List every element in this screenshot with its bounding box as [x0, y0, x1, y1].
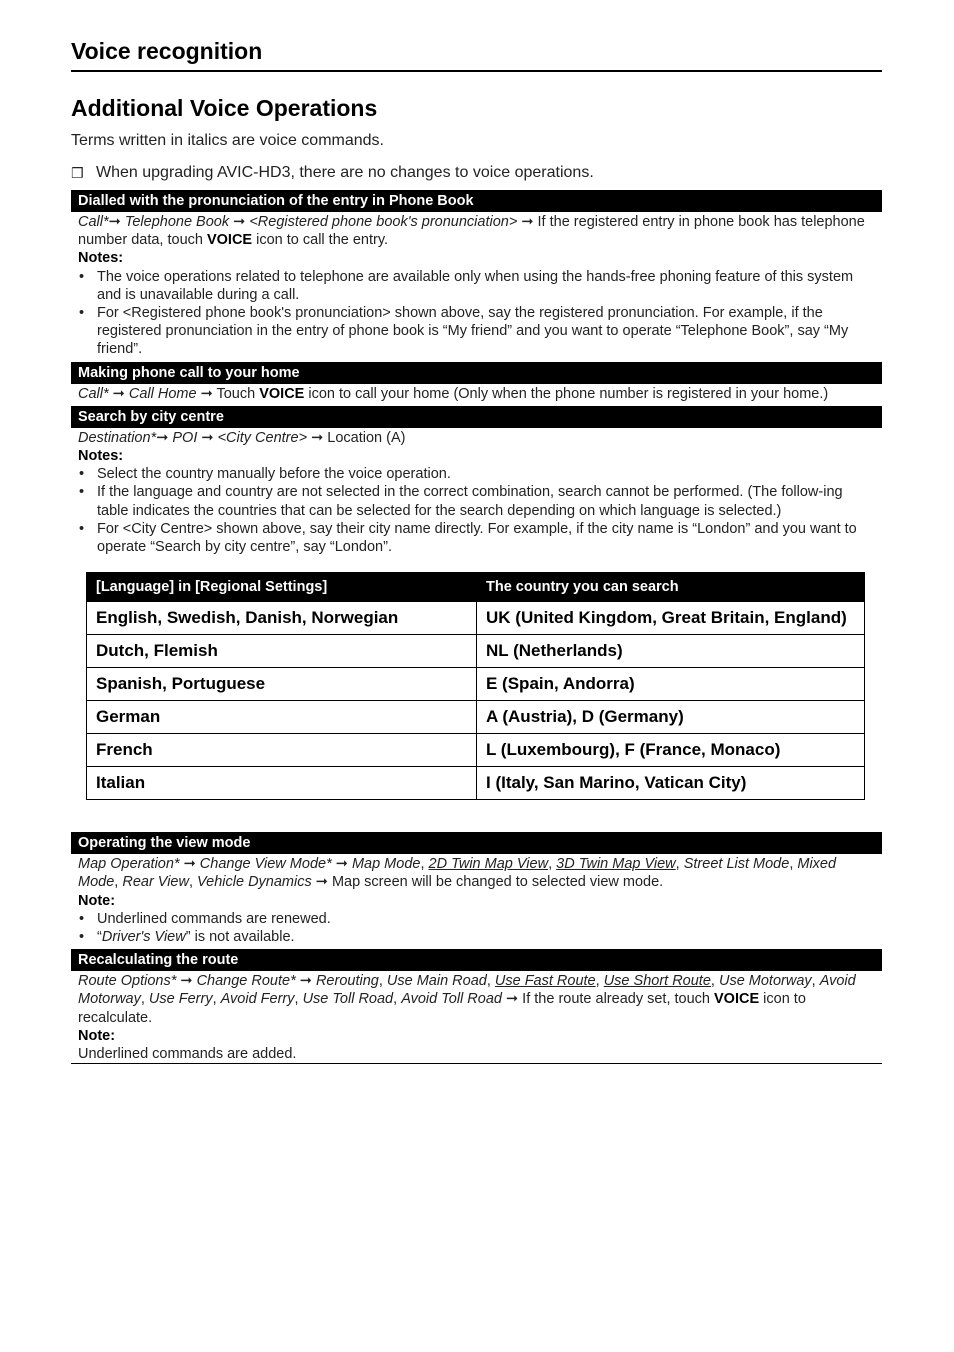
voice-label: VOICE	[259, 385, 305, 402]
phonebook-desc: If the registered entry in phone book has telephone number data, touch	[78, 214, 865, 249]
view-body	[71, 854, 882, 946]
arrow-icon: ➞	[505, 991, 519, 1008]
table-cell-country: I (Italy, San Marino, Vatican City)	[477, 767, 865, 800]
list-item: • For <City Centre> shown above, say their city name directly. For example, if the city name is “London” and you want to operate “Search by city centre”, say “London”.	[78, 520, 875, 556]
list-item: • For <Registered phone book's pronunciation> shown above, say the registered pronunciation. For example, if the registered pronunciation in the entry of phone book is “My friend” and you want to operate “Telephone Book”, say “My friend”.	[78, 304, 875, 359]
arrow-icon: ➞	[299, 973, 312, 990]
cmd-use-toll-road: Use Toll Road	[302, 991, 394, 1008]
table-cell-language: Italian	[87, 767, 477, 800]
cmd-call: Call*	[78, 385, 109, 402]
list-item: • Select the country manually before the voice operation.	[78, 465, 875, 483]
arrow-icon: ➞	[315, 874, 328, 891]
cmd-use-motorway: Use Motorway	[718, 973, 812, 990]
route-desc-end: icon to recalculate.	[78, 991, 806, 1026]
arrow-icon: ➞	[112, 385, 125, 402]
cmd-destination: Destination*	[78, 429, 157, 446]
cmd-poi: POI	[172, 429, 198, 446]
arrow-icon: ➞	[200, 385, 213, 402]
table-cell-language: Spanish, Portuguese	[87, 668, 477, 701]
phonebook-notes	[78, 268, 875, 359]
note-label: Note:	[78, 892, 116, 909]
cmd-use-fast-route: Use Fast Route	[494, 973, 596, 990]
cmd-change-view-mode: Change View Mode*	[199, 856, 332, 873]
table-cell-country: NL (Netherlands)	[477, 635, 865, 668]
table-cell-language: English, Swedish, Danish, Norwegian	[87, 602, 477, 635]
end-divider	[71, 1063, 882, 1064]
table-row	[87, 701, 865, 734]
cmd-telephone-book: Telephone Book	[124, 214, 230, 230]
home-desc-end: icon to call your home (Only when the phone number is registered in your home.)	[304, 385, 829, 402]
cmd-2d-twin-map-view: 2D Twin Map View	[428, 856, 549, 873]
cmd-street-list-mode: Street List Mode	[683, 856, 790, 873]
table-cell-language: German	[87, 701, 477, 734]
phonebook-command	[78, 213, 875, 249]
cmd-rear-view: Rear View	[122, 874, 189, 891]
cmd-avoid-ferry: Avoid Ferry	[220, 991, 295, 1008]
cmd-call: Call*	[78, 214, 109, 230]
table-cell-language: French	[87, 734, 477, 767]
phonebook-heading: Dialled with the pronunciation of the entry in Phone Book	[71, 190, 882, 212]
home-section	[71, 362, 882, 403]
table-row	[87, 767, 865, 800]
cmd-change-route: Change Route*	[196, 973, 296, 990]
route-note: Underlined commands are added.	[78, 1046, 297, 1063]
table-row	[87, 635, 865, 668]
cmd-use-main-road: Use Main Road	[386, 973, 487, 990]
note-label: Note:	[78, 1027, 116, 1044]
cmd-map-mode: Map Mode	[351, 856, 421, 873]
table-row	[87, 668, 865, 701]
arrow-icon: ➞	[156, 429, 169, 446]
cmd-avoid-motorway: Avoid Motorway	[78, 973, 856, 1008]
cmd-avoid-toll-road: Avoid Toll Road	[401, 991, 502, 1008]
route-desc: If the route already set, touch	[518, 991, 715, 1008]
intro-text: Terms written in italics are voice commands.	[71, 132, 384, 149]
table-row	[87, 602, 865, 635]
table-cell-language: Dutch, Flemish	[87, 635, 477, 668]
cmd-map-operation: Map Operation*	[78, 856, 180, 873]
cmd-city-centre: <City Centre>	[217, 429, 308, 446]
cmd-registered-pronunciation: <Registered phone book's pronunciation>	[249, 214, 518, 230]
home-desc: Touch	[212, 385, 260, 402]
arrow-icon: ➞	[335, 856, 348, 873]
table-cell-country: L (Luxembourg), F (France, Monaco)	[477, 734, 865, 767]
cmd-3d-twin-map-view: 3D Twin Map View	[556, 856, 676, 873]
route-command: Route Options* ➞ Change Route* ➞ Rerouting, Use Main Road, Use Fast Route, Use Short Route, Use Motorway, Avoid Motorway, Use Ferry, Avoid Ferry, Use Toll Road, Avoid Toll Road ➞ If the route already set, touch VOICE icon to recalculate.	[78, 973, 856, 1026]
cmd-call-home: Call Home	[128, 385, 197, 402]
list-item: • Underlined commands are renewed.	[78, 910, 875, 928]
cmd-rerouting: Rerouting	[315, 973, 379, 990]
list-item: • If the language and country are not selected in the correct combination, search cannot be performed. (The follow-ing table indicates the countries that can be selected for the search depending on which language is selected.)	[78, 483, 875, 519]
route-section	[71, 949, 882, 1064]
list-item: • “Driver's View” is not available.	[78, 928, 875, 946]
arrow-icon: ➞	[183, 856, 196, 873]
page	[71, 38, 882, 1064]
table-row	[87, 734, 865, 767]
route-body	[71, 971, 882, 1063]
list-item: • The voice operations related to telephone are available only when using the hands-free phoning feature of this system and is unavailable during a call.	[78, 268, 875, 304]
page-title: Additional Voice Operations	[71, 95, 378, 121]
arrow-icon: ➞	[521, 214, 534, 230]
cmd-route-options: Route Options*	[78, 973, 177, 990]
view-heading: Operating the view mode	[71, 832, 882, 854]
arrow-icon: ➞	[180, 973, 193, 990]
arrow-icon: ➞	[311, 429, 324, 446]
cmd-use-short-route: Use Short Route	[603, 973, 711, 990]
city-notes	[78, 465, 875, 556]
city-body	[71, 428, 882, 556]
arrow-icon: ➞	[108, 214, 121, 230]
column-header-country: The country you can search	[477, 573, 865, 602]
column-header-language: [Language] in [Regional Settings]	[87, 573, 477, 602]
city-section	[71, 406, 882, 800]
upgrade-note	[71, 162, 882, 184]
table-cell-country: E (Spain, Andorra)	[477, 668, 865, 701]
arrow-icon: ➞	[201, 429, 214, 446]
notes-label: Notes:	[78, 448, 124, 465]
phonebook-body	[71, 212, 882, 359]
notes-label: Notes:	[78, 250, 124, 267]
phonebook-desc-end: icon to call the entry.	[252, 232, 389, 249]
section-title: Voice recognition	[71, 38, 882, 72]
view-notes	[78, 910, 875, 946]
view-section	[71, 832, 882, 946]
cmd-vehicle-dynamics: Vehicle Dynamics	[197, 874, 312, 891]
cmd-use-ferry: Use Ferry	[148, 991, 213, 1008]
city-heading: Search by city centre	[71, 406, 882, 428]
phonebook-section	[71, 190, 882, 359]
city-desc: Location (A)	[323, 429, 406, 446]
city-command	[78, 429, 875, 447]
table-cell-country: A (Austria), D (Germany)	[477, 701, 865, 734]
upgrade-note-text: When upgrading AVIC-HD3, there are no changes to voice operations.	[96, 164, 594, 181]
home-heading: Making phone call to your home	[71, 362, 882, 384]
route-heading: Recalculating the route	[71, 949, 882, 971]
home-body	[71, 384, 882, 403]
cmd-drivers-view: Driver's View	[101, 929, 186, 946]
voice-label: VOICE	[714, 991, 760, 1008]
cmd-mixed-mode: Mixed Mode	[78, 856, 837, 891]
checkbox-icon: ❒	[71, 165, 84, 181]
view-command: Map Operation* ➞ Change View Mode* ➞ Map Mode, 2D Twin Map View, 3D Twin Map View, Street List Mode, Mixed Mode, Rear View, Vehicle Dynamics ➞ Map screen will be changed to selected view mode.	[78, 856, 837, 891]
arrow-icon: ➞	[233, 214, 246, 230]
voice-label: VOICE	[206, 232, 253, 249]
language-country-table	[86, 572, 865, 800]
table-header-row	[87, 573, 865, 602]
table-cell-country: UK (United Kingdom, Great Britain, England)	[477, 602, 865, 635]
view-desc: Map screen will be changed to selected view mode.	[327, 874, 664, 891]
note-text: ” is not available.	[185, 929, 295, 946]
